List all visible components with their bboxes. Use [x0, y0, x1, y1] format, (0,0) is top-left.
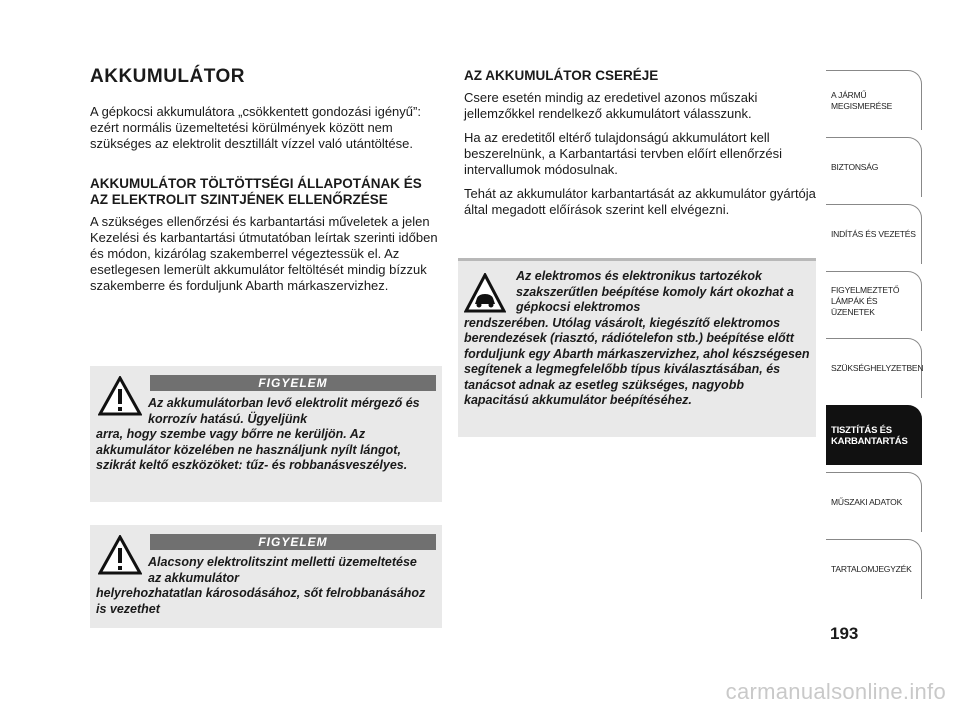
watermark: carmanualsonline.info — [725, 679, 946, 704]
page-title: AKKUMULÁTOR — [90, 66, 246, 87]
replacement-p3: Tehát az akkumulátor karbantartását az akkumulátor gyártója által megadott előírások szerint kell elvégezni. — [464, 186, 816, 217]
warning-text — [96, 555, 432, 617]
replacement-title: AZ AKKUMULÁTOR CSERÉJE — [464, 68, 659, 83]
warning-lead: Az akkumulátorban levő elektrolit mérgező és korrozív hatású. Ügyeljünk — [148, 396, 420, 426]
intro-paragraph: A gépkocsi akkumulátora „csökkentett gondozási igényű”: ezért normális üzemeltetési körülmények között nem szükséges az elektrolit desztillált vízzel való utántöltése. — [90, 104, 421, 151]
note-lead: Az elektromos és elektronikus tartozékok szakszerűtlen beépítése komoly kárt okozhat a gépkocsi elektromos — [516, 269, 794, 314]
note-body: rendszerében. Utólag vásárolt, kiegészítő elektromos berendezések (riasztó, rádiótelefon stb.) beépítése előtt forduljunk egy Abarth márkaszervizhez, ahol készségesen segítenek a legmegfelelőbb típus kiválasztásában, és tanácsot adnak az esetleg szükséges, nagyobb kapacitású akkumulátor beépítéséhez. — [464, 315, 810, 407]
replacement-p2: Ha az eredetitől eltérő tulajdonságú akkumulátort kell beszerelnünk, a Karbantartási tervben előírt ellenőrzési intervallumok módosulnak. — [464, 130, 782, 177]
warning-lead: Alacsony elektrolitszint melletti üzemeltetése az akkumulátor — [148, 555, 417, 585]
warning-body: helyrehozhatatlan károsodásához, sőt felrobbanásához is vezethet — [96, 586, 426, 616]
warning-header: FIGYELEM — [150, 375, 436, 391]
right-column — [464, 68, 816, 226]
warning-box-electrolyte — [90, 366, 442, 502]
warning-body: arra, hogy szembe vagy bőrre ne kerüljön. Az akkumulátor közelében ne használjunk nyílt lángot, szikrát keltő eszközöket: tűz- és robbanásveszélyes. — [96, 427, 408, 472]
section-paragraph: A szükséges ellenőrzési és karbantartási műveletek a jelen Kezelési és karbantartási útmutatóban leírtak szerinti időben és módon, kizárólag szakemberrel végeztessük el. Az esetlegesen lemerült akkumulátor feltöltését mindig bízzuk szakemberre és forduljunk Abarth márkaszervizhez. — [90, 214, 438, 293]
tab-emergency[interactable]: SZÜKSÉGHELYZETBEN — [826, 338, 922, 398]
warning-box-low-level — [90, 525, 442, 628]
section-title: AKKUMULÁTOR TÖLTÖTTSÉGI ÁLLAPOTÁNAK ÉS AZ ELEKTROLIT SZINTJÉNEK ELLENŐRZÉSE — [90, 176, 422, 207]
tab-maintenance[interactable]: TISZTÍTÁS ÉS KARBANTARTÁS — [826, 405, 922, 465]
warning-header: FIGYELEM — [150, 534, 436, 550]
tab-vehicle[interactable]: A JÁRMŰ MEGISMERÉSE — [826, 70, 922, 130]
tab-tech-data[interactable]: MŰSZAKI ADATOK — [826, 472, 922, 532]
tab-index[interactable]: TARTALOMJEGYZÉK — [826, 539, 922, 599]
note-box-accessories — [458, 258, 816, 437]
warning-text — [96, 396, 432, 474]
chapter-sidebar — [826, 70, 922, 606]
tab-safety[interactable]: BIZTONSÁG — [826, 137, 922, 197]
page-number: 193 — [830, 624, 859, 643]
replacement-p1: Csere esetén mindig az eredetivel azonos műszaki jellemzőkkel rendelkező akkumulátort válasszunk. — [464, 90, 758, 121]
tab-driving[interactable]: INDÍTÁS ÉS VEZETÉS — [826, 204, 922, 264]
note-text — [464, 269, 810, 409]
left-column — [90, 66, 442, 302]
tab-warnings[interactable]: FIGYELMEZTETŐ LÁMPÁK ÉS ÜZENETEK — [826, 271, 922, 331]
